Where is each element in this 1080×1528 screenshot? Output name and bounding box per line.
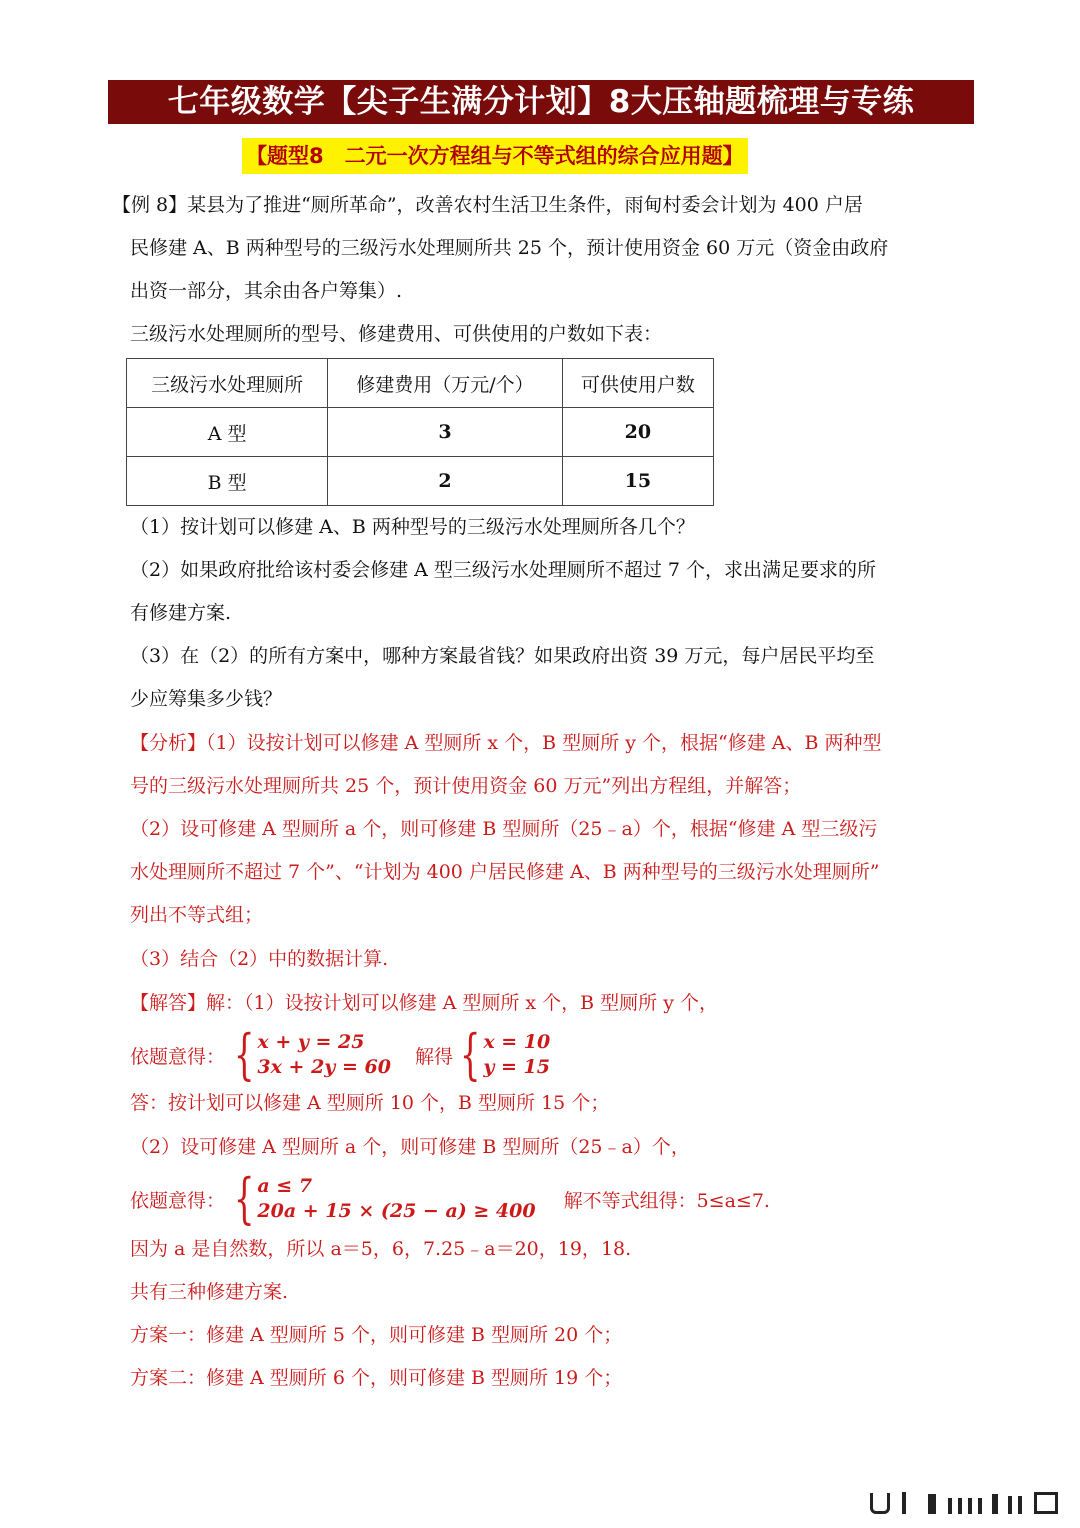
analysis-line-5: 列出不等式组；	[130, 904, 264, 926]
solution-line: x = 10	[483, 1031, 551, 1053]
inequality-line: 20a + 15 × (25 − a) ≥ 400	[257, 1200, 536, 1222]
question-3-line-2: 少应筹集多少钱？	[130, 688, 283, 710]
solve-label: 解得	[414, 1045, 453, 1068]
system-label: 依题意得：	[130, 1189, 226, 1212]
table-cell: 2	[328, 457, 563, 506]
inequality-line: a ≤ 7	[257, 1175, 313, 1197]
plan-one: 方案一：修建 A 型厕所 5 个，则可修建 B 型厕所 20 个；	[130, 1324, 623, 1346]
left-brace-icon: {	[233, 1023, 255, 1086]
topic-subtitle: 【题型8 二元一次方程组与不等式组的综合应用题】	[242, 138, 748, 174]
document-title-banner: 七年级数学【尖子生满分计划】8大压轴题梳理与专练	[108, 80, 974, 124]
question-1: （1）按计划可以修建 A、B 两种型号的三级污水处理厕所各几个？	[130, 516, 695, 538]
solution-part-2: （2）设可修建 A 型厕所 a 个，则可修建 B 型厕所（25﹣a）个，	[130, 1136, 690, 1158]
equation-line: 3x + 2y = 60	[257, 1056, 391, 1078]
toilet-data-table	[126, 358, 714, 506]
equation-system-1	[130, 1023, 551, 1086]
question-2-line-2: 有修建方案.	[130, 602, 232, 624]
system-label: 依题意得：	[130, 1045, 226, 1068]
table-cell: 20	[562, 408, 713, 457]
analysis-line-1: 【分析】（1）设按计划可以修建 A 型厕所 x 个，B 型厕所 y 个，根据“修建 A、B 两种型	[130, 732, 882, 754]
left-brace-icon: {	[459, 1023, 481, 1086]
table-intro: 三级污水处理厕所的型号、修建费用、可供使用的户数如下表：	[130, 323, 663, 345]
inequality-solution: 解不等式组得：5≤a≤7.	[563, 1189, 770, 1212]
problem-line-1: 【例 8】某县为了推进“厕所革命”，改善农村生活卫生条件，雨甸村委会计划为 400 户居	[112, 194, 863, 216]
table-cell: B 型	[127, 457, 328, 506]
solution-line: y = 15	[483, 1056, 550, 1078]
problem-line-2: 民修建 A、B 两种型号的三级污水处理厕所共 25 个，预计使用资金 60 万元（资金由政府	[130, 237, 889, 259]
table-cell: 3	[328, 408, 563, 457]
table-header-row	[127, 359, 714, 408]
answer-1: 答：按计划可以修建 A 型厕所 10 个，B 型厕所 15 个；	[130, 1092, 610, 1114]
table-row	[127, 408, 714, 457]
equation-line: x + y = 25	[257, 1031, 365, 1053]
table-row	[127, 457, 714, 506]
table-cell: A 型	[127, 408, 328, 457]
table-header: 三级污水处理厕所	[127, 359, 328, 408]
inequality-system	[130, 1167, 770, 1230]
natural-number-line: 因为 a 是自然数，所以 a＝5，6，7.25﹣a＝20，19，18.	[130, 1238, 632, 1260]
table-header: 修建费用（万元/个）	[328, 359, 563, 408]
table-header: 可供使用户数	[562, 359, 713, 408]
analysis-line-2: 号的三级污水处理厕所共 25 个，预计使用资金 60 万元”列出方程组，并解答；	[130, 775, 802, 797]
plan-count: 共有三种修建方案.	[130, 1281, 289, 1303]
watermark-bars-icon	[862, 1484, 1062, 1514]
analysis-line-4: 水处理厕所不超过 7 个”、“计划为 400 户居民修建 A、B 两种型号的三级污水处理厕所”	[130, 861, 880, 883]
solution-intro: 【解答】解：（1）设按计划可以修建 A 型厕所 x 个，B 型厕所 y 个，	[130, 992, 718, 1014]
left-brace-icon: {	[233, 1167, 255, 1230]
table-cell: 15	[562, 457, 713, 506]
plan-two: 方案二：修建 A 型厕所 6 个，则可修建 B 型厕所 19 个；	[130, 1367, 623, 1389]
question-3-line-1: （3）在（2）的所有方案中，哪种方案最省钱？如果政府出资 39 万元，每户居民平均至	[130, 645, 875, 667]
question-2-line-1: （2）如果政府批给该村委会修建 A 型三级污水处理厕所不超过 7 个，求出满足要求的所	[130, 559, 877, 581]
analysis-line-3: （2）设可修建 A 型厕所 a 个，则可修建 B 型厕所（25﹣a）个，根据“修建 A 型三级污	[130, 818, 878, 840]
analysis-line-6: （3）结合（2）中的数据计算.	[130, 948, 389, 970]
problem-line-3: 出资一部分，其余由各户筹集）.	[130, 280, 403, 302]
